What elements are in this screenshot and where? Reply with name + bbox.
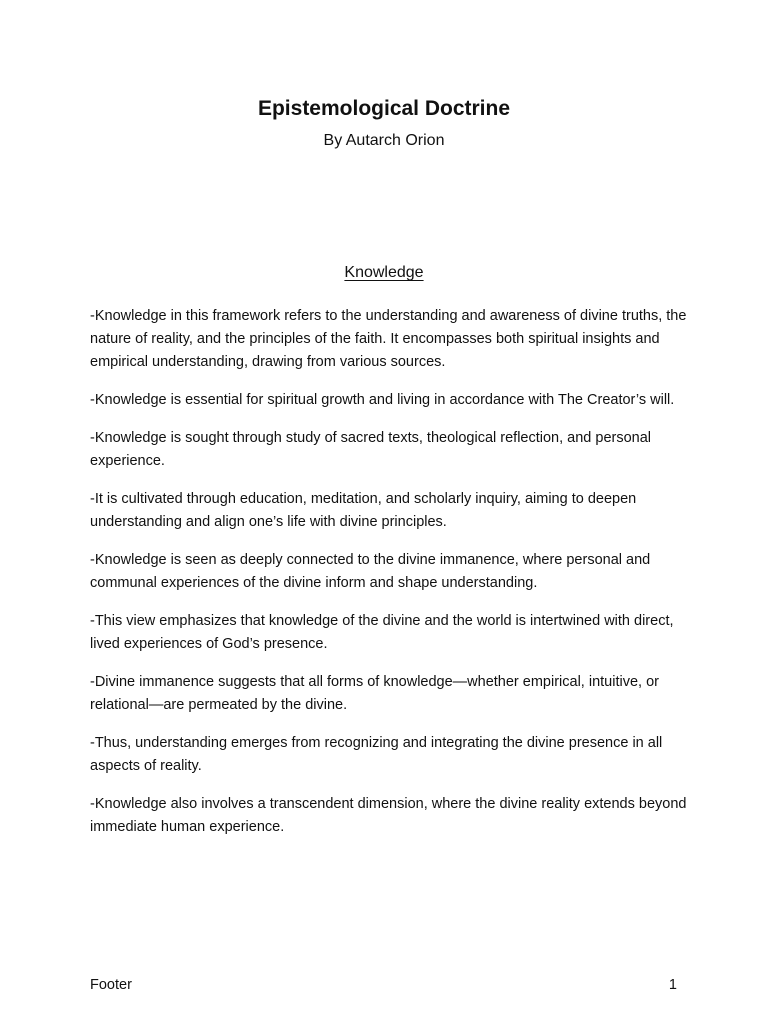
paragraph: -This view emphasizes that knowledge of the divine and the world is intertwined with direct, lived experiences of God’s presence. xyxy=(90,613,674,652)
paragraph: -Knowledge is essential for spiritual growth and living in accordance with The Creator’s will. xyxy=(90,392,675,408)
document-author: By Autarch Orion xyxy=(323,132,445,149)
paragraph: -Divine immanence suggests that all forms of knowledge—whether empirical, intuitive, or relational—are permeated by the divine. xyxy=(90,674,659,713)
paragraph: -Knowledge is seen as deeply connected to the divine immanence, where personal and communal experiences of the divine inform and shape understanding. xyxy=(90,552,651,591)
paragraph: -Knowledge in this framework refers to the understanding and awareness of divine truths, the nature of reality, and the principles of the faith. It encompasses both spiritual insights and empirical understanding, drawing from various sources. xyxy=(90,308,687,370)
paragraph: -Thus, understanding emerges from recognizing and integrating the divine presence in all aspects of reality. xyxy=(90,735,663,774)
paragraph: -Knowledge also involves a transcendent dimension, where the divine reality extends beyond immediate human experience. xyxy=(90,796,687,835)
section-heading: Knowledge xyxy=(344,264,424,281)
paragraph: -Knowledge is sought through study of sacred texts, theological reflection, and personal experience. xyxy=(90,430,652,469)
footer-label: Footer xyxy=(90,977,132,993)
body-text xyxy=(90,305,690,854)
page-number: 1 xyxy=(668,977,677,993)
document-title: Epistemological Doctrine xyxy=(257,97,511,120)
paragraph: -It is cultivated through education, meditation, and scholarly inquiry, aiming to deepen understanding and align one’s life with divine principles. xyxy=(90,491,637,530)
